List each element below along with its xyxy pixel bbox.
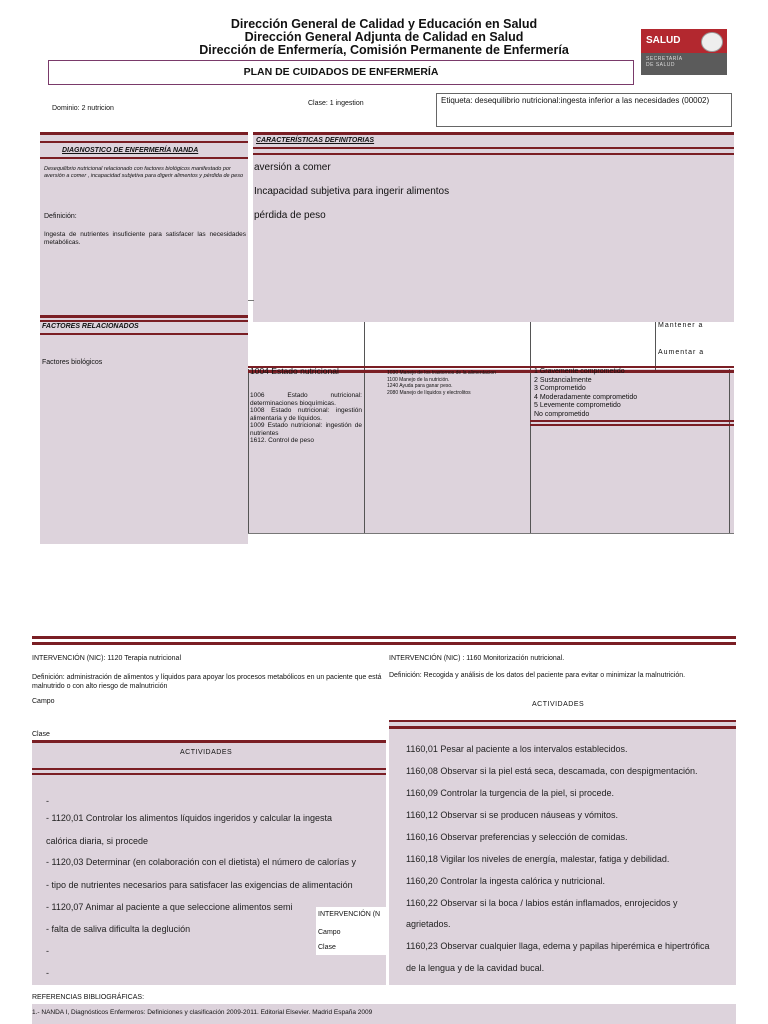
actividades1-label: ACTIVIDADES xyxy=(180,749,233,756)
factores-text: Factores biológicos xyxy=(42,359,103,366)
indicador-4: 1612. Control de peso xyxy=(250,437,314,444)
aumentar-label: Aumentar a xyxy=(658,349,705,356)
etiqueta-text: Etiqueta: desequilibrio nutricional:ingesta inferior a las necesidades (00002) xyxy=(441,96,710,105)
referencias-heading: REFERENCIAS BIBLIOGRÁFICAS: xyxy=(32,994,145,1001)
escala-6: No comprometido xyxy=(534,410,590,418)
resultado-indicadores xyxy=(250,392,362,445)
escala-list xyxy=(534,368,654,420)
header-line-3: Dirección de Enfermería, Comisión Permanente de Enfermería xyxy=(199,43,569,57)
definicion-label: Definición: xyxy=(44,213,77,220)
actividad1-line: - xyxy=(46,946,49,956)
actividad2-line: 1160,23 Observar cualquier llaga, edema y papilas hiperémica e hipertrófica xyxy=(406,941,710,951)
actividad1-line: - 1120,03 Determinar (en colaboración con el dietista) el número de calorías y xyxy=(46,857,356,867)
actividad2-line: agrietados. xyxy=(406,919,451,929)
actividad1-line: calórica diaria, si procede xyxy=(46,836,149,846)
escala-5: 5 Levemente comprometido xyxy=(534,402,621,410)
overlay-title: INTERVENCIÓN (N xyxy=(318,911,381,918)
plan-title: PLAN DE CUIDADOS DE ENFERMERÍA xyxy=(243,66,439,78)
actividades2-label: ACTIVIDADES xyxy=(532,701,585,708)
intervencion1-clase: Clase xyxy=(32,731,50,738)
diagnostico-heading: DIAGNOSTICO DE ENFERMERÍA NANDA xyxy=(62,147,199,154)
overlay-clase: Clase xyxy=(318,944,336,951)
actividad2-line: 1160,20 Controlar la ingesta calórica y nutricional. xyxy=(406,876,605,886)
intervencion2-title: INTERVENCIÓN (NIC) : 1160 Monitorización nutricional. xyxy=(389,655,565,662)
caracteristica-1: aversión a comer xyxy=(254,162,331,173)
referencia-1: 1.- NANDA I, Diagnósticos Enfermeros: Definiciones y clasificación 2009-2011. Editorial Elsevier. Madrid España 2009 xyxy=(32,1009,373,1016)
escala-2: 2 Sustancialmente xyxy=(534,376,592,384)
header-line-1: Dirección General de Calidad y Educación en Salud xyxy=(230,17,538,31)
escala-3: 3 Comprometido xyxy=(534,385,586,393)
intervenciones-list xyxy=(387,370,527,396)
intervencion1-campo: Campo xyxy=(32,698,55,705)
intervencion-item-3: 1240 Ayuda para ganar peso. xyxy=(387,383,453,389)
actividad2-line: 1160,16 Observar preferencias y selección de comidas. xyxy=(406,832,628,842)
actividad1-line: - 1120,07 Animar al paciente a que seleccione alimentos semi xyxy=(46,902,293,912)
actividad1-line: - xyxy=(46,796,49,806)
actividad2-line: 1160,18 Vigilar los niveles de energía, malestar, fatiga y debilidad. xyxy=(406,854,670,864)
definicion-text: Ingesta de nutrientes insuficiente para satisfacer las necesidades metabólicas. xyxy=(44,231,246,246)
dominio-label: Dominio: 2 nutricion xyxy=(52,105,114,112)
actividad2-line: 1160,12 Observar si se producen náuseas y vómitos. xyxy=(406,810,618,820)
factores-heading: FACTORES RELACIONADOS xyxy=(42,323,139,330)
diagnostico-text: Desequilibrio nutricional relacionado con factores biológicos manifestado por aversión a comer , incapacidad subjetiva para digerir alimentos y pérdida de peso xyxy=(44,166,244,179)
caracteristica-3: pérdida de peso xyxy=(254,210,326,221)
clase-label: Clase: 1 ingestion xyxy=(308,100,364,107)
intervencion1-definicion: Definición: administración de alimentos y líquidos para apoyar los procesos metabólicos en un paciente que está malnutrido o con alto riesgo de malnutrición xyxy=(32,674,382,690)
actividad1-line: - 1120,01 Controlar los alimentos líquidos ingeridos y calcular la ingesta xyxy=(46,813,332,823)
header-line-2: Dirección General Adjunta de Calidad en Salud xyxy=(244,30,524,44)
logo-word: SALUD xyxy=(646,35,681,46)
resultado-title: 1004 Estado nutricional xyxy=(250,366,339,376)
actividad2-line: 1160,09 Controlar la turgencia de la piel, si procede. xyxy=(406,788,614,798)
intervencion1-title: INTERVENCIÓN (NIC): 1120 Terapia nutricional xyxy=(32,655,181,662)
caracteristicas-panel xyxy=(253,132,734,322)
actividad2-line: de la lengua y de la cavidad bucal. xyxy=(406,963,545,973)
indicador-2: 1008 Estado nutricional: ingestión alimentaria y de líquidos. xyxy=(250,407,362,422)
mantener-label: Mantener a xyxy=(658,322,704,329)
seal-icon xyxy=(701,32,723,52)
indicador-3: 1009 Estado nutricional: ingestión de nutrientes xyxy=(250,422,362,437)
caracteristica-2: Incapacidad subjetiva para ingerir alimentos xyxy=(254,186,450,197)
actividad2-line: 1160,08 Observar si la piel está seca, descamada, con despigmentación. xyxy=(406,766,698,776)
intervencion-item-2: 1100 Manejo de la nutrición. xyxy=(387,376,450,383)
actividad1-line: - xyxy=(46,968,49,978)
etiqueta-box xyxy=(436,93,732,127)
actividad2-line: 1160,22 Observar si la boca / labios están inflamados, enrojecidos y xyxy=(406,898,678,908)
plan-title-box xyxy=(48,60,634,85)
actividad1-line: - falta de saliva dificulta la deglución xyxy=(46,924,191,934)
intervencion-item-1: 1030 Manejo de los trastornos de la alimentacion xyxy=(387,370,496,376)
actividad1-line: - tipo de nutrientes necesarios para satisfacer las exigencias de alimentación xyxy=(46,880,353,890)
overlay-campo: Campo xyxy=(318,929,341,936)
intervencion-overlay xyxy=(316,907,388,955)
intervencion-item-4: 2080 Manejo de líquidos y electrolitos xyxy=(387,389,471,396)
logo-sub: SECRETARÍA DE SALUD xyxy=(646,56,683,68)
intervencion2-definicion: Definición: Recogida y análisis de los datos del paciente para evitar o minimizar la malnutrición. xyxy=(389,672,686,679)
escala-4: 4 Moderadamente comprometido xyxy=(534,393,638,401)
salud-logo xyxy=(641,29,727,75)
actividad2-line: 1160,01 Pesar al paciente a los intervalos establecidos. xyxy=(406,744,628,754)
indicador-1: 1006 Estado nutricional: determinaciones bioquímicas. xyxy=(250,392,362,407)
caracteristicas-heading: CARACTERÍSTICAS DEFINITORIAS xyxy=(256,137,375,144)
escala-1: 1 Gravemente comprometido xyxy=(534,368,625,375)
diagnostico-panel xyxy=(40,132,248,544)
